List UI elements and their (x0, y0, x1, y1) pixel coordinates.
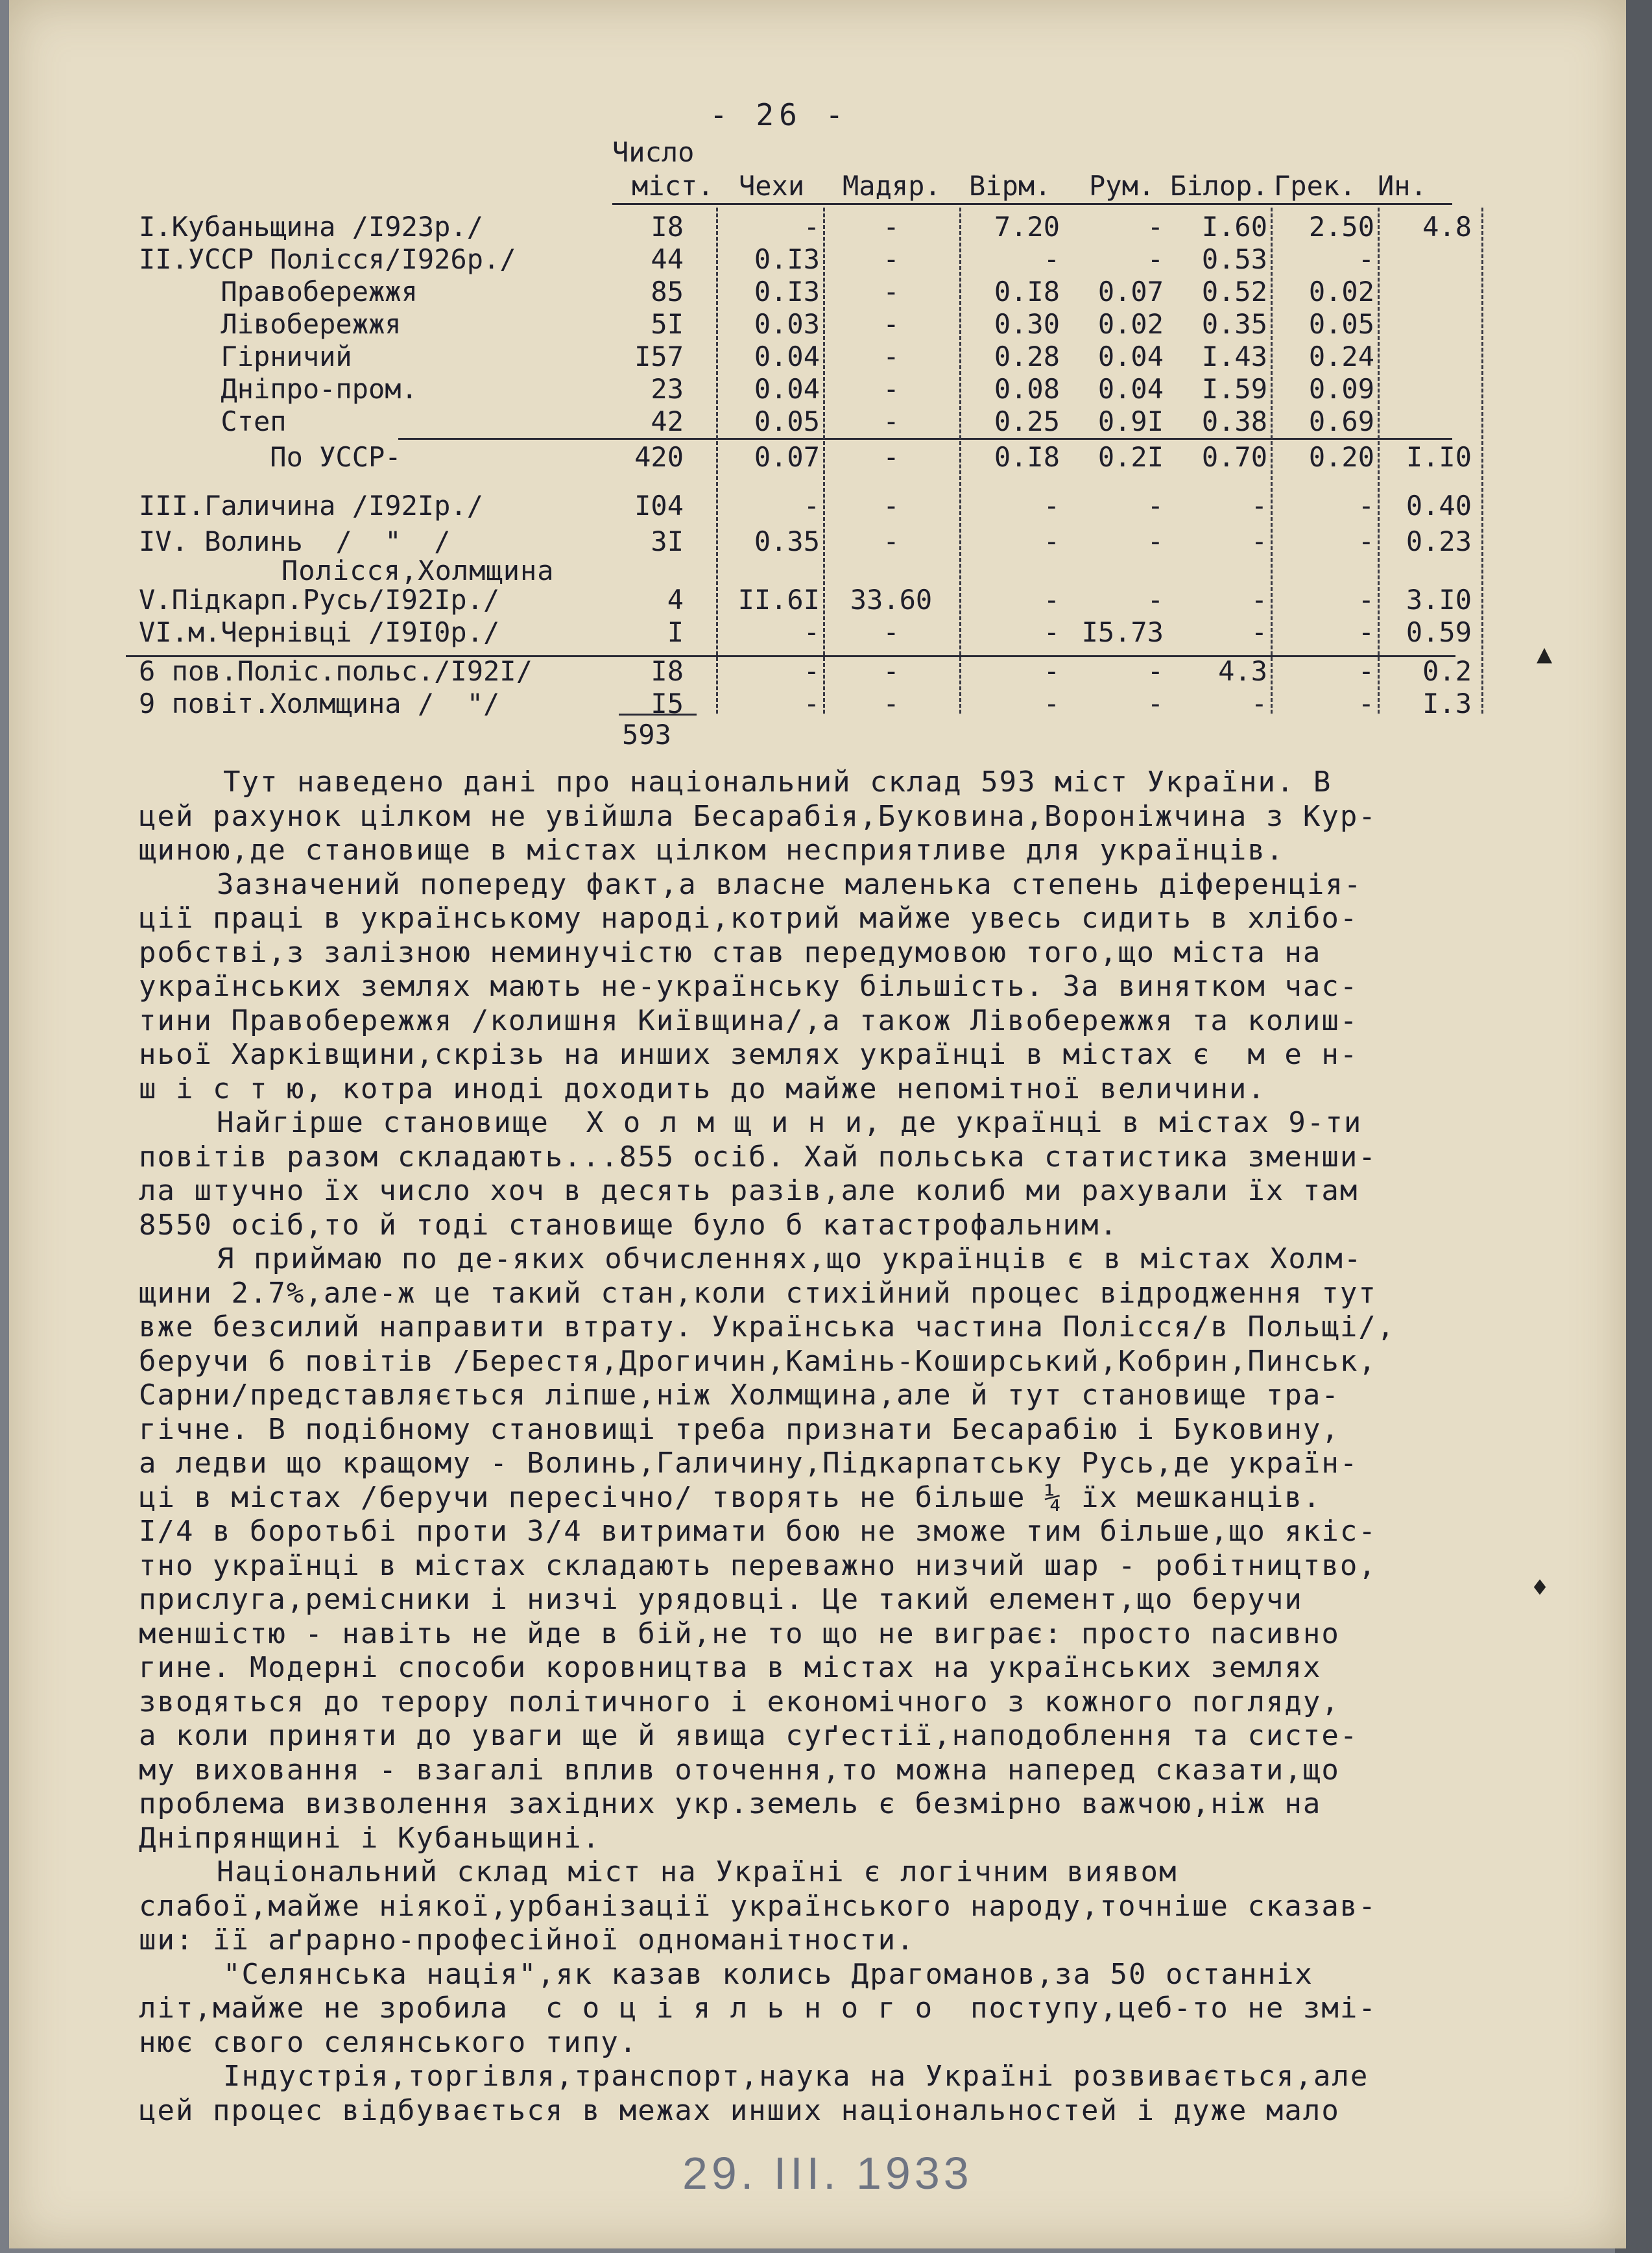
text-line: щини 2.7%,але-ж це такий стан,коли стихійний процес відродження тут (139, 1277, 1377, 1310)
cell-hungarian: - (883, 276, 900, 307)
text-line: меншістю - навіть не йде в бій,не то що не виграє: просто пасивно (139, 1617, 1340, 1650)
cell-other: 0.23 (1406, 525, 1472, 557)
cell-romanian: 0.2I (1097, 441, 1164, 473)
cell-czech: 0.35 (754, 525, 820, 557)
text-line: проблема визволення західних укр.земель є безмірно важчою,ніж на (139, 1787, 1322, 1820)
text-line: Зазначений попереду факт,а власне маленька степень діференція- (217, 868, 1363, 901)
cell-czech: - (803, 211, 820, 243)
text-line: нює свого селянського типу. (139, 2026, 638, 2059)
header-armenian: Вірм. (969, 170, 1051, 202)
text-line: тини Правобережжя /колишня Київщина/,а також Лівобережжя та колиш- (139, 1004, 1359, 1037)
cell-romanian: - (1147, 525, 1164, 557)
cell-greek: - (1358, 655, 1374, 687)
text-line: 8550 осіб,то й тоді становище було б катастрофальним. (139, 1209, 1118, 1242)
cell-belarusian: 0.70 (1201, 441, 1267, 473)
cell-belarusian: - (1251, 616, 1267, 648)
table-row (9, 341, 1501, 373)
text-line: робстві,з залізною неминучістю став передумовою того,що міста на (139, 936, 1322, 969)
row-label: Гірничий (139, 341, 352, 372)
cell-greek: 0.20 (1308, 441, 1374, 473)
cell-belarusian: 0.35 (1201, 308, 1267, 340)
cell-armenian: 7.20 (994, 211, 1060, 243)
cell-other: 0.40 (1406, 490, 1472, 522)
header-hungarian: Мадяр. (843, 170, 941, 202)
cell-hungarian: - (883, 616, 900, 648)
cell-armenian: - (1043, 688, 1060, 719)
cell-greek: - (1358, 688, 1374, 719)
cell-count: 4 (667, 584, 684, 616)
text-line: I/4 в боротьбі проти 3/4 витримати бою не зможе тим більше,що якіс- (139, 1515, 1377, 1548)
header-rule (612, 203, 1452, 205)
table-row (9, 584, 1501, 616)
cell-romanian: - (1147, 490, 1164, 522)
text-line: Дніпрянщині і Кубаньщині. (139, 1822, 601, 1855)
cell-armenian: - (1043, 655, 1060, 687)
cell-hungarian: - (883, 688, 900, 719)
table-row (9, 308, 1501, 341)
cell-romanian: 0.02 (1097, 308, 1164, 340)
text-line: ньої Харківщини,скрізь на инших землях українці в містах є м е н- (139, 1038, 1359, 1071)
text-line: щиною,де становище в містах цілком несприятливе для українців. (139, 834, 1285, 867)
cell-czech: - (803, 655, 820, 687)
cell-czech: 0.03 (754, 308, 820, 340)
cell-greek: - (1358, 584, 1374, 616)
cell-romanian: - (1147, 211, 1164, 243)
page-number: - 26 - (710, 97, 849, 132)
cell-count: I04 (634, 490, 684, 522)
text-line: беручи 6 повітів /Берестя,Дрогичин,Камінь-Коширський,Кобрин,Пинськ, (139, 1345, 1377, 1378)
cell-belarusian: I.60 (1201, 211, 1267, 243)
cell-czech: 0.05 (754, 405, 820, 437)
sub-label: Полісся,Холмщина (281, 555, 555, 586)
cell-count: I8 (651, 211, 684, 243)
table-total: 593 (622, 719, 671, 751)
header-greek: Грек. (1274, 170, 1356, 202)
document-page (9, 0, 1626, 2248)
cell-greek: - (1358, 490, 1374, 522)
cell-czech: 0.04 (754, 373, 820, 405)
cell-czech: 0.I3 (754, 276, 820, 307)
cell-count: 85 (651, 276, 684, 307)
row-label: V.Підкарп.Русь/I92Iр./ (139, 584, 500, 616)
cell-czech: 0.07 (754, 441, 820, 473)
cell-count: I57 (634, 341, 684, 372)
cell-armenian: - (1043, 616, 1060, 648)
row-label: Правобережжя (139, 276, 418, 307)
row-label: IV. Волинь / " / (139, 525, 451, 557)
text-line: Я приймаю по де-яких обчисленнях,що українців є в містах Холм- (217, 1242, 1363, 1275)
row-label: Лівобережжя (139, 308, 401, 340)
cell-armenian: 0.I8 (994, 276, 1060, 307)
table-row (9, 276, 1501, 308)
cell-czech: - (803, 490, 820, 522)
cell-hungarian: - (883, 373, 900, 405)
text-line: українських землях мають не-українську більшість. За винятком час- (139, 970, 1359, 1003)
cell-other: 0.59 (1406, 616, 1472, 648)
cell-romanian: - (1147, 688, 1164, 719)
text-line: ла штучно їх число хоч в десять разів,але колиб ми рахували їх там (139, 1174, 1359, 1207)
table-row (9, 373, 1501, 405)
table-row (9, 688, 1501, 720)
cell-czech: 0.I3 (754, 243, 820, 275)
text-line: ши: її аґрарно-професійної одноманітности. (139, 1923, 915, 1957)
cell-hungarian: 33.60 (850, 584, 933, 616)
text-line: слабої,майже ніякої,урбанізації українського народу,точніше сказав- (139, 1890, 1377, 1923)
cell-romanian: 0.04 (1097, 373, 1164, 405)
cell-belarusian: 4.3 (1218, 655, 1267, 687)
row-label: 6 пов.Поліс.польс./I92I/ (139, 655, 533, 687)
cell-belarusian: - (1251, 688, 1267, 719)
cell-armenian: 0.28 (994, 341, 1060, 372)
cell-czech: - (803, 688, 820, 719)
table-row (9, 405, 1501, 438)
cell-hungarian: - (883, 405, 900, 437)
cell-count: I5 (651, 688, 684, 719)
cell-belarusian: 0.38 (1201, 405, 1267, 437)
row-label: 9 повіт.Холмщина / "/ (139, 688, 500, 719)
row-label: Дніпро-пром. (139, 373, 418, 405)
cell-armenian: - (1043, 584, 1060, 616)
cell-armenian: 0.08 (994, 373, 1060, 405)
cell-belarusian: - (1251, 490, 1267, 522)
cell-romanian: I5.73 (1081, 616, 1164, 648)
row-label: Степ (139, 405, 287, 437)
cell-count: 42 (651, 405, 684, 437)
text-line: гічне. В подібному становищі треба признати Бесарабію і Буковину, (139, 1413, 1340, 1446)
cell-romanian: 0.04 (1097, 341, 1164, 372)
text-line: прислуга,ремісники і низчі урядовці. Це такий елемент,що беручи (139, 1583, 1303, 1616)
cell-armenian: - (1043, 525, 1060, 557)
row-label: II.УССР Полісся/I926р./ (139, 243, 516, 275)
cell-greek: 2.50 (1308, 211, 1374, 243)
text-line: літ,майже не зробила с о ц і я л ь н о г о поступу,цеб-то не змі- (139, 1992, 1377, 2025)
cell-armenian: - (1043, 490, 1060, 522)
cell-greek: 0.09 (1308, 373, 1374, 405)
cell-belarusian: 0.53 (1201, 243, 1267, 275)
header-romanian: Рум. (1089, 170, 1155, 202)
cell-hungarian: - (883, 441, 900, 473)
cell-armenian: - (1043, 243, 1060, 275)
text-line: повітів разом складають...855 осіб. Хай польська статистика зменши- (139, 1140, 1377, 1174)
text-line: ш і с т ю, котра иноді доходить до майже непомітної величини. (139, 1072, 1266, 1105)
cell-belarusian: I.59 (1201, 373, 1267, 405)
text-line: гине. Модерні способи коровництва в містах на українських землях (139, 1651, 1322, 1684)
text-line: му виховання - взагалі вплив оточення,то можна наперед сказати,що (139, 1753, 1340, 1787)
subtotal-rule (398, 438, 1452, 440)
cell-romanian: - (1147, 584, 1164, 616)
cell-other: 3.I0 (1406, 584, 1472, 616)
text-line: а ледви що кращому - Волинь,Галичину,Підкарпатську Русь,де україн- (139, 1447, 1359, 1480)
date-stamp: 29. III. 1933 (682, 2148, 973, 2199)
text-line: Найгірше становище Х о л м щ и н и, де українці в містах 9-ти (217, 1106, 1363, 1139)
margin-mark: ♦ (1532, 1573, 1548, 1603)
header-belarusian: Білор. (1170, 170, 1269, 202)
cell-count: 5I (651, 308, 684, 340)
cell-greek: - (1358, 616, 1374, 648)
cell-belarusian: - (1251, 584, 1267, 616)
cell-hungarian: - (883, 655, 900, 687)
cell-greek: - (1358, 243, 1374, 275)
cell-belarusian: I.43 (1201, 341, 1267, 372)
cell-romanian: 0.9I (1097, 405, 1164, 437)
margin-mark: ▲ (1537, 639, 1553, 669)
cell-count: I (667, 616, 684, 648)
text-line: цей рахунок цілком не увійшла Бесарабія,Буковина,Вороніжчина з Кур- (139, 800, 1377, 833)
header-count-bottom: міст. (632, 170, 714, 202)
header-other: Ин. (1378, 170, 1427, 202)
cell-count: 420 (634, 441, 684, 473)
cell-hungarian: - (883, 525, 900, 557)
cell-greek: 0.02 (1308, 276, 1374, 307)
cell-count: 44 (651, 243, 684, 275)
cell-belarusian: - (1251, 525, 1267, 557)
table-row (9, 211, 1501, 243)
text-line: Індустрія,торгівля,транспорт,наука на Україні розвивається,але (223, 2060, 1369, 2093)
text-line: Сарни/представляється лiпше,ніж Холмщина,але й тут становище тра- (139, 1379, 1340, 1412)
header-czech: Чехи (739, 170, 805, 202)
cell-romanian: - (1147, 243, 1164, 275)
text-line: ції праці в українському народі,котрий майже увесь сидить в хлібо- (139, 902, 1359, 935)
row-label: VI.м.Чернівці /I9I0р./ (139, 616, 500, 648)
cell-armenian: 0.30 (994, 308, 1060, 340)
cell-count: 23 (651, 373, 684, 405)
header-count-top: Число (612, 136, 695, 168)
cell-romanian: 0.07 (1097, 276, 1164, 307)
cell-czech: - (803, 616, 820, 648)
text-line: цей процес відбувається в межах инших національностей і дуже мало (139, 2094, 1340, 2127)
text-line: "Селянська нація",як казав колись Драгоманов,за 50 останніх (223, 1958, 1313, 1991)
cell-czech: 0.04 (754, 341, 820, 372)
table-row (9, 655, 1501, 688)
cell-greek: 0.05 (1308, 308, 1374, 340)
cell-other: 0.2 (1422, 655, 1472, 687)
text-line: ці в містах /беручи пересічно/ творять не більше ¼ їх мешканців. (139, 1481, 1322, 1514)
cell-other: 4.8 (1422, 211, 1472, 243)
cell-count: 3I (651, 525, 684, 557)
cell-armenian: 0.25 (994, 405, 1060, 437)
cell-czech: II.6I (737, 584, 820, 616)
cell-hungarian: - (883, 243, 900, 275)
text-line: вже безсилий направити втрату. Українська частина Полісся/в Польщі/, (139, 1310, 1396, 1343)
cell-hungarian: - (883, 490, 900, 522)
row-label: По УССР- (139, 441, 401, 473)
table-row (9, 441, 1501, 474)
cell-other: I.I0 (1406, 441, 1472, 473)
table-row (9, 525, 1501, 558)
cell-greek: 0.69 (1308, 405, 1374, 437)
cell-belarusian: 0.52 (1201, 276, 1267, 307)
text-line: Національний склад міст на Україні є логічним виявом (217, 1855, 1178, 1888)
row-label: I.Кубаньщина /I923р./ (139, 211, 484, 243)
row-label: III.Галичина /I92Iр./ (139, 490, 484, 522)
table-row (9, 243, 1501, 276)
text-line: а коли приняти до уваги ще й явища суґестії,наподоблення та систе- (139, 1719, 1359, 1752)
cell-romanian: - (1147, 655, 1164, 687)
cell-hungarian: - (883, 211, 900, 243)
table-row (9, 490, 1501, 522)
cell-count: I8 (651, 655, 684, 687)
text-line: Тут наведено дані про національний склад 593 міст України. В (223, 765, 1332, 799)
cell-hungarian: - (883, 341, 900, 372)
cell-armenian: 0.I8 (994, 441, 1060, 473)
cell-other: I.3 (1422, 688, 1472, 719)
cell-greek: - (1358, 525, 1374, 557)
table-row (9, 616, 1501, 649)
text-line: тно українці в містах складають переважно низчий шар - робітництво, (139, 1549, 1377, 1582)
cell-hungarian: - (883, 308, 900, 340)
cell-greek: 0.24 (1308, 341, 1374, 372)
text-line: зводяться до терору політичного і економічного з кожного погляду, (139, 1685, 1340, 1718)
